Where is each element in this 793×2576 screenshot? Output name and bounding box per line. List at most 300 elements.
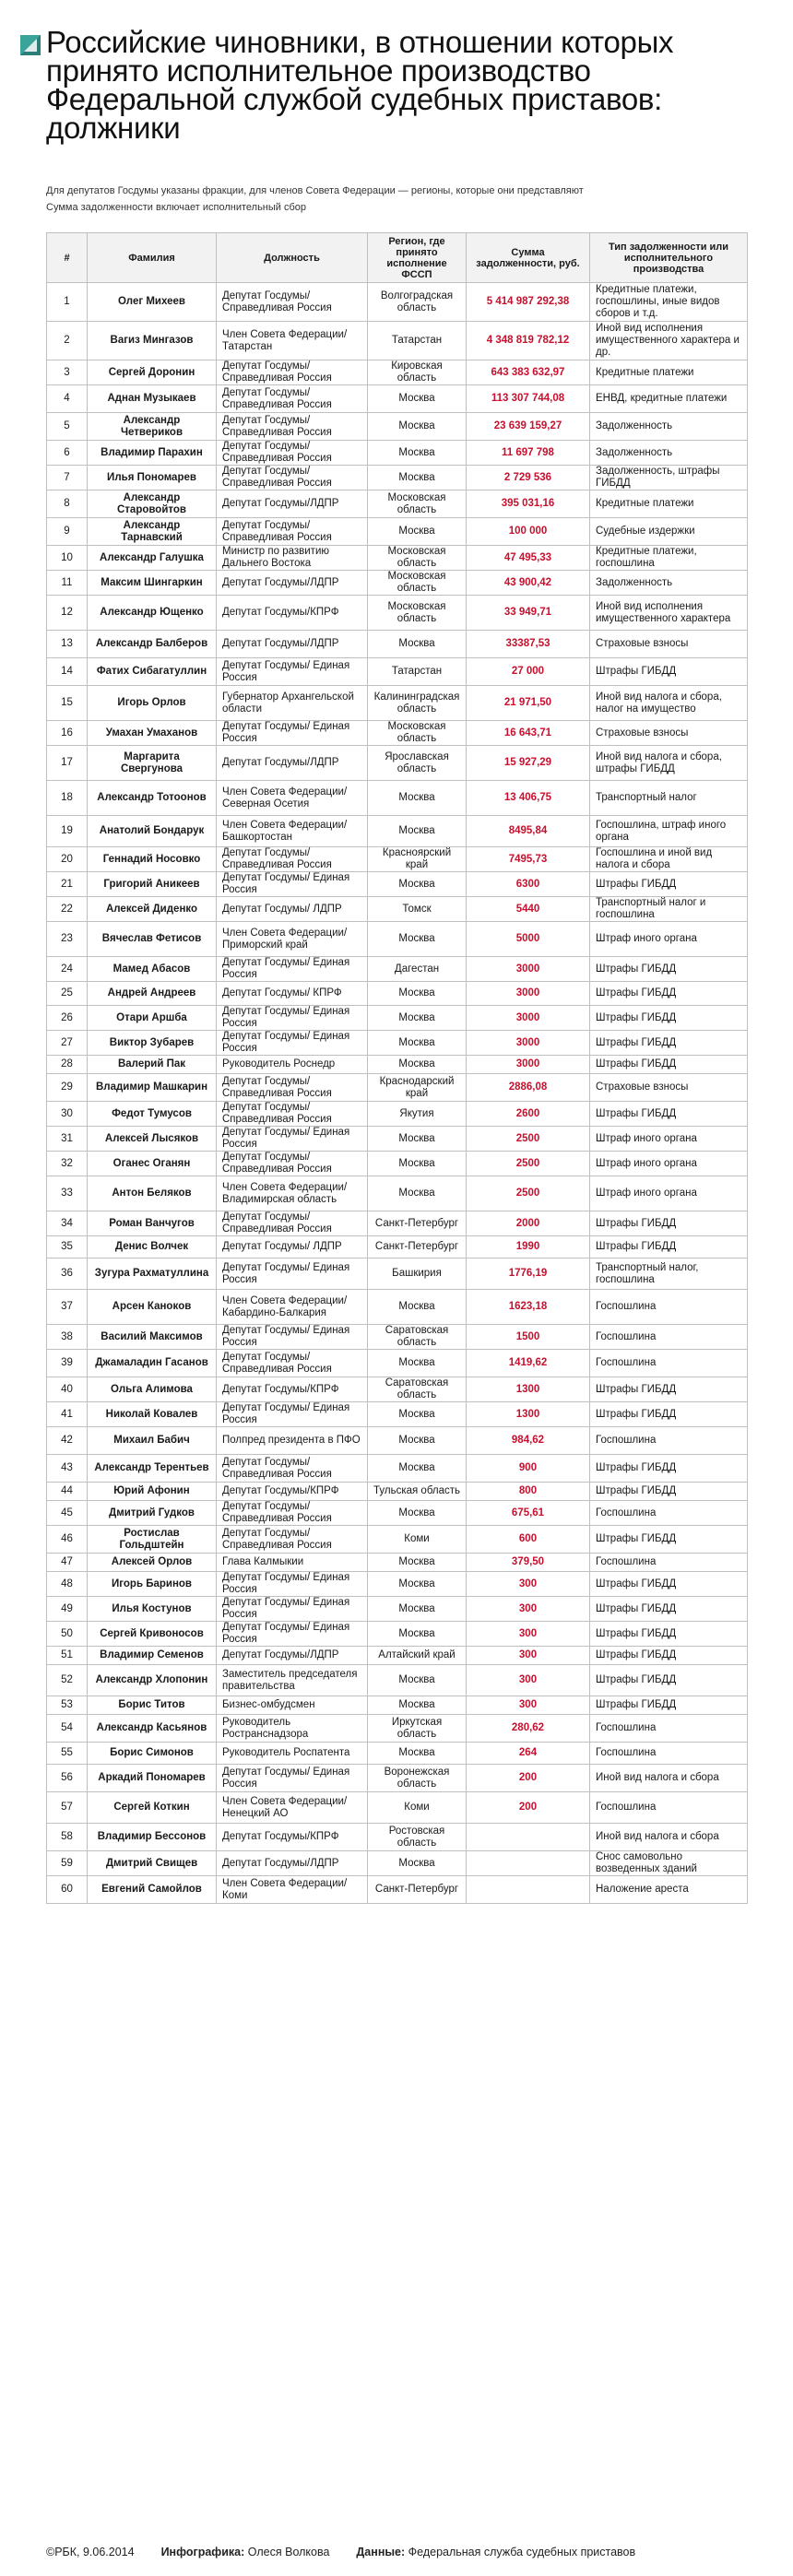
- table-row: [47, 490, 748, 518]
- row-region: Москва: [368, 982, 467, 1006]
- row-name: Валерий Пак: [88, 1056, 217, 1074]
- row-type: Кредитные платежи, госпошлины, иные видов сборов и т.д.: [590, 283, 748, 322]
- row-type: Штрафы ГИБДД: [590, 982, 748, 1006]
- table-row: [47, 1554, 748, 1572]
- row-sum: 21 971,50: [467, 686, 590, 721]
- row-type: Штрафы ГИБДД: [590, 1647, 748, 1665]
- col-header-sum: Сумма задолженности, руб.: [467, 233, 590, 283]
- row-number: 2: [47, 322, 88, 360]
- row-position: Депутат Госдумы/ Справедливая Россия: [217, 360, 368, 385]
- row-type: Госпошлина: [590, 1501, 748, 1526]
- row-position: Руководитель Роснедр: [217, 1056, 368, 1074]
- row-type: Штрафы ГИБДД: [590, 1572, 748, 1597]
- row-position: Депутат Госдумы/ Единая Россия: [217, 1258, 368, 1290]
- row-region: Московская область: [368, 596, 467, 631]
- row-sum: 1623,18: [467, 1290, 590, 1325]
- row-position: Депутат Госдумы/ЛДПР: [217, 631, 368, 658]
- data-source: Федеральная служба судебных приставов: [408, 2546, 636, 2558]
- table-row: [47, 1501, 748, 1526]
- row-region: Москва: [368, 1402, 467, 1427]
- row-sum: 1300: [467, 1402, 590, 1427]
- row-region: Москва: [368, 1127, 467, 1152]
- table-row: [47, 1258, 748, 1290]
- table-row: [47, 1876, 748, 1904]
- row-sum: 47 495,33: [467, 546, 590, 571]
- row-sum: 3000: [467, 1006, 590, 1031]
- row-type: Штрафы ГИБДД: [590, 1031, 748, 1056]
- row-sum: 2500: [467, 1176, 590, 1211]
- table-row: [47, 1647, 748, 1665]
- row-type: Штрафы ГИБДД: [590, 872, 748, 897]
- row-name: Евгений Самойлов: [88, 1876, 217, 1904]
- row-number: 56: [47, 1765, 88, 1792]
- row-name: Федот Тумусов: [88, 1102, 217, 1127]
- row-name: Анатолий Бондарук: [88, 816, 217, 847]
- row-sum: 2886,08: [467, 1074, 590, 1102]
- row-number: 18: [47, 781, 88, 816]
- row-type: Госпошлина: [590, 1715, 748, 1743]
- col-header-type: Тип задолженности или исполнительного производства: [590, 233, 748, 283]
- row-number: 52: [47, 1665, 88, 1696]
- row-type: Госпошлина: [590, 1554, 748, 1572]
- row-position: Депутат Госдумы/ЛДПР: [217, 746, 368, 781]
- row-sum: 33387,53: [467, 631, 590, 658]
- table-row: [47, 982, 748, 1006]
- row-region: Москва: [368, 466, 467, 490]
- row-type: Штрафы ГИБДД: [590, 1402, 748, 1427]
- row-sum: 13 406,75: [467, 781, 590, 816]
- row-region: Москва: [368, 1006, 467, 1031]
- row-number: 42: [47, 1427, 88, 1455]
- table-row: [47, 385, 748, 413]
- table-row: [47, 1290, 748, 1325]
- row-type: Штраф иного органа: [590, 1152, 748, 1176]
- row-type: Иной вид налога и сбора: [590, 1765, 748, 1792]
- row-number: 30: [47, 1102, 88, 1127]
- table-row: [47, 322, 748, 360]
- table-row: [47, 847, 748, 872]
- row-position: Полпред президента в ПФО: [217, 1427, 368, 1455]
- table-row: [47, 1402, 748, 1427]
- row-position: Депутат Госдумы/КПРФ: [217, 1377, 368, 1402]
- row-type: Кредитные платежи: [590, 490, 748, 518]
- row-region: Дагестан: [368, 957, 467, 982]
- row-position: Депутат Госдумы/ЛДПР: [217, 1647, 368, 1665]
- row-position: Депутат Госдумы/ Справедливая Россия: [217, 1074, 368, 1102]
- row-sum: 27 000: [467, 658, 590, 686]
- row-type: Штрафы ГИБДД: [590, 1377, 748, 1402]
- row-name: Николай Ковалев: [88, 1402, 217, 1427]
- row-name: Андрей Андреев: [88, 982, 217, 1006]
- row-region: Санкт-Петербург: [368, 1876, 467, 1904]
- row-sum: 200: [467, 1792, 590, 1824]
- row-number: 4: [47, 385, 88, 413]
- row-type: Страховые взносы: [590, 721, 748, 746]
- row-type: Госпошлина: [590, 1350, 748, 1377]
- row-region: Саратовская область: [368, 1325, 467, 1350]
- row-number: 47: [47, 1554, 88, 1572]
- row-name: Владимир Семенов: [88, 1647, 217, 1665]
- row-number: 31: [47, 1127, 88, 1152]
- row-name: Игорь Орлов: [88, 686, 217, 721]
- row-position: Депутат Госдумы/ Справедливая Россия: [217, 1350, 368, 1377]
- row-name: Геннадий Носовко: [88, 847, 217, 872]
- row-name: Борис Титов: [88, 1696, 217, 1715]
- row-position: Глава Калмыкии: [217, 1554, 368, 1572]
- row-sum: 900: [467, 1455, 590, 1483]
- row-number: 14: [47, 658, 88, 686]
- row-type: Штрафы ГИБДД: [590, 957, 748, 982]
- row-type: Штрафы ГИБДД: [590, 1665, 748, 1696]
- row-position: Министр по развитию Дальнего Востока: [217, 546, 368, 571]
- row-sum: 1990: [467, 1236, 590, 1258]
- row-sum: 113 307 744,08: [467, 385, 590, 413]
- row-number: 50: [47, 1622, 88, 1647]
- row-name: Ростислав Гольдштейн: [88, 1526, 217, 1554]
- row-sum: 300: [467, 1572, 590, 1597]
- row-position: Депутат Госдумы/ Единая Россия: [217, 721, 368, 746]
- row-name: Аднан Музыкаев: [88, 385, 217, 413]
- row-region: Москва: [368, 1056, 467, 1074]
- row-position: Депутат Госдумы/ЛДПР: [217, 571, 368, 596]
- row-sum: 5440: [467, 897, 590, 922]
- table-row: [47, 1176, 748, 1211]
- row-number: 53: [47, 1696, 88, 1715]
- row-name: Владимир Бессонов: [88, 1824, 217, 1851]
- row-sum: 5000: [467, 922, 590, 957]
- row-number: 34: [47, 1211, 88, 1236]
- row-name: Михаил Бабич: [88, 1427, 217, 1455]
- row-position: Депутат Госдумы/ Единая Россия: [217, 1597, 368, 1622]
- row-region: Москва: [368, 1350, 467, 1377]
- row-name: Роман Ванчугов: [88, 1211, 217, 1236]
- table-row: [47, 781, 748, 816]
- row-name: Максим Шингаркин: [88, 571, 217, 596]
- row-type: Транспортный налог: [590, 781, 748, 816]
- row-name: Алексей Диденко: [88, 897, 217, 922]
- row-type: Иной вид налога и сбора: [590, 1824, 748, 1851]
- infographics-author: Олеся Волкова: [247, 2546, 330, 2558]
- row-type: Кредитные платежи, госпошлина: [590, 546, 748, 571]
- row-sum: 7495,73: [467, 847, 590, 872]
- row-name: Илья Пономарев: [88, 466, 217, 490]
- row-number: 3: [47, 360, 88, 385]
- row-region: Московская область: [368, 490, 467, 518]
- row-number: 39: [47, 1350, 88, 1377]
- row-name: Джамаладин Гасанов: [88, 1350, 217, 1377]
- infographics-label: Инфографика:: [160, 2546, 245, 2558]
- row-sum: 4 348 819 782,12: [467, 322, 590, 360]
- row-region: Московская область: [368, 571, 467, 596]
- table-row: [47, 1074, 748, 1102]
- row-region: Москва: [368, 1427, 467, 1455]
- row-sum: 1300: [467, 1377, 590, 1402]
- row-number: 33: [47, 1176, 88, 1211]
- row-name: Дмитрий Свищев: [88, 1851, 217, 1876]
- row-sum: 300: [467, 1597, 590, 1622]
- table-row: [47, 1127, 748, 1152]
- row-name: Вагиз Мингазов: [88, 322, 217, 360]
- table-row: [47, 746, 748, 781]
- row-number: 43: [47, 1455, 88, 1483]
- row-region: Москва: [368, 781, 467, 816]
- table-row: [47, 1056, 748, 1074]
- row-position: Депутат Госдумы/ Справедливая Россия: [217, 1102, 368, 1127]
- row-name: Игорь Баринов: [88, 1572, 217, 1597]
- row-type: Транспортный налог и госпошлина: [590, 897, 748, 922]
- note-sum: Сумма задолженности включает исполнительный сбор: [46, 202, 307, 213]
- row-position: Депутат Госдумы/ Справедливая Россия: [217, 1501, 368, 1526]
- row-sum: 3000: [467, 957, 590, 982]
- row-sum: 300: [467, 1647, 590, 1665]
- page-title: Российские чиновники, в отношении которых принято исполнительное производство Федеральной службой судебных приставов: должники: [46, 25, 674, 145]
- row-position: Член Совета Федерации/Кабардино-Балкария: [217, 1290, 368, 1325]
- row-type: Задолженность: [590, 413, 748, 441]
- table-row: [47, 1526, 748, 1554]
- row-type: Штрафы ГИБДД: [590, 1483, 748, 1501]
- row-position: Депутат Госдумы/ Справедливая Россия: [217, 441, 368, 466]
- row-sum: 100 000: [467, 518, 590, 546]
- row-number: 8: [47, 490, 88, 518]
- row-name: Антон Беляков: [88, 1176, 217, 1211]
- row-sum: 1776,19: [467, 1258, 590, 1290]
- row-type: Страховые взносы: [590, 631, 748, 658]
- row-region: Санкт-Петербург: [368, 1211, 467, 1236]
- row-position: Депутат Госдумы/ Справедливая Россия: [217, 1211, 368, 1236]
- table-row: [47, 816, 748, 847]
- row-position: Депутат Госдумы/ Единая Россия: [217, 1765, 368, 1792]
- row-sum: 11 697 798: [467, 441, 590, 466]
- row-sum: 2500: [467, 1127, 590, 1152]
- row-name: Отари Аршба: [88, 1006, 217, 1031]
- row-sum: 1419,62: [467, 1350, 590, 1377]
- row-sum: 3000: [467, 1056, 590, 1074]
- row-name: Александр Балберов: [88, 631, 217, 658]
- table-row: [47, 546, 748, 571]
- row-region: Москва: [368, 1622, 467, 1647]
- row-type: ЕНВД, кредитные платежи: [590, 385, 748, 413]
- row-position: Губернатор Архангельской области: [217, 686, 368, 721]
- table-row: [47, 957, 748, 982]
- row-type: Штрафы ГИБДД: [590, 1006, 748, 1031]
- table-row: [47, 1236, 748, 1258]
- row-name: Григорий Аникеев: [88, 872, 217, 897]
- row-position: Член Совета Федерации/Татарстан: [217, 322, 368, 360]
- row-number: 17: [47, 746, 88, 781]
- table-row: [47, 686, 748, 721]
- row-type: Наложение ареста: [590, 1876, 748, 1904]
- row-type: Штрафы ГИБДД: [590, 1526, 748, 1554]
- row-name: Александр Ющенко: [88, 596, 217, 631]
- row-sum: [467, 1876, 590, 1904]
- table-row: [47, 441, 748, 466]
- col-header-region: Регион, где принято исполнение ФССП: [368, 233, 467, 283]
- row-name: Александр Хлопонин: [88, 1665, 217, 1696]
- row-sum: 8495,84: [467, 816, 590, 847]
- row-number: 57: [47, 1792, 88, 1824]
- row-number: 54: [47, 1715, 88, 1743]
- row-type: Штрафы ГИБДД: [590, 1102, 748, 1127]
- row-position: Руководитель Ространснадзора: [217, 1715, 368, 1743]
- row-position: Депутат Госдумы/ Единая Россия: [217, 1325, 368, 1350]
- row-number: 12: [47, 596, 88, 631]
- table-row: [47, 1325, 748, 1350]
- row-position: Член Совета Федерации/Коми: [217, 1876, 368, 1904]
- row-position: Депутат Госдумы/ Справедливая Россия: [217, 1455, 368, 1483]
- table-row: [47, 1572, 748, 1597]
- row-name: Борис Симонов: [88, 1743, 217, 1765]
- table-row: [47, 1031, 748, 1056]
- table-row: [47, 922, 748, 957]
- row-position: Депутат Госдумы/ЛДПР: [217, 1851, 368, 1876]
- row-name: Сергей Коткин: [88, 1792, 217, 1824]
- row-name: Зугура Рахматуллина: [88, 1258, 217, 1290]
- row-number: 25: [47, 982, 88, 1006]
- row-position: Депутат Госдумы/ Справедливая Россия: [217, 283, 368, 322]
- table-row: [47, 721, 748, 746]
- table-body: [47, 283, 748, 1904]
- row-position: Депутат Госдумы/ Справедливая Россия: [217, 385, 368, 413]
- row-type: Кредитные платежи: [590, 360, 748, 385]
- row-sum: 300: [467, 1665, 590, 1696]
- row-type: Штрафы ГИБДД: [590, 1597, 748, 1622]
- row-sum: 2500: [467, 1152, 590, 1176]
- row-position: Заместитель председателя правительства: [217, 1665, 368, 1696]
- row-region: Москва: [368, 413, 467, 441]
- row-name: Александр Касьянов: [88, 1715, 217, 1743]
- row-position: Депутат Госдумы/ Справедливая Россия: [217, 518, 368, 546]
- row-number: 21: [47, 872, 88, 897]
- row-name: Владимир Парахин: [88, 441, 217, 466]
- row-region: Башкирия: [368, 1258, 467, 1290]
- row-number: 7: [47, 466, 88, 490]
- row-position: Депутат Госдумы/ Справедливая Россия: [217, 1152, 368, 1176]
- row-number: 20: [47, 847, 88, 872]
- row-type: Транспортный налог, госпошлина: [590, 1258, 748, 1290]
- rbc-logo-icon: [20, 35, 41, 55]
- row-type: Иной вид налога и сбора, налог на имущество: [590, 686, 748, 721]
- row-region: Москва: [368, 1696, 467, 1715]
- row-region: Краснодарский край: [368, 1074, 467, 1102]
- row-sum: 280,62: [467, 1715, 590, 1743]
- row-sum: 1500: [467, 1325, 590, 1350]
- row-position: Член Совета Федерации/ Владимирская область: [217, 1176, 368, 1211]
- row-region: Томск: [368, 897, 467, 922]
- table-row: [47, 1152, 748, 1176]
- row-sum: [467, 1824, 590, 1851]
- row-number: 23: [47, 922, 88, 957]
- row-sum: 800: [467, 1483, 590, 1501]
- row-number: 40: [47, 1377, 88, 1402]
- row-number: 9: [47, 518, 88, 546]
- row-sum: 2000: [467, 1211, 590, 1236]
- row-name: Сергей Кривоносов: [88, 1622, 217, 1647]
- row-region: Коми: [368, 1792, 467, 1824]
- row-region: Московская область: [368, 546, 467, 571]
- row-region: Москва: [368, 922, 467, 957]
- row-position: Член Совета Федерации/ Башкортостан: [217, 816, 368, 847]
- row-position: Депутат Госдумы/ Единая Россия: [217, 1622, 368, 1647]
- row-position: Депутат Госдумы/КПРФ: [217, 1824, 368, 1851]
- row-position: Бизнес-омбудсмен: [217, 1696, 368, 1715]
- row-sum: 2 729 536: [467, 466, 590, 490]
- row-type: Штрафы ГИБДД: [590, 1622, 748, 1647]
- row-region: Татарстан: [368, 658, 467, 686]
- row-type: Штрафы ГИБДД: [590, 1211, 748, 1236]
- row-type: Госпошлина, штраф иного органа: [590, 816, 748, 847]
- row-position: Депутат Госдумы/КПРФ: [217, 1483, 368, 1501]
- note-factions: Для депутатов Госдумы указаны фракции, для членов Совета Федерации — регионы, которые они представляют: [46, 185, 584, 196]
- row-position: Депутат Госдумы/ Единая Россия: [217, 1402, 368, 1427]
- row-position: Депутат Госдумы/ КПРФ: [217, 982, 368, 1006]
- row-sum: 3000: [467, 982, 590, 1006]
- row-name: Оганес Оганян: [88, 1152, 217, 1176]
- row-type: Госпошлина: [590, 1325, 748, 1350]
- row-name: Сергей Доронин: [88, 360, 217, 385]
- row-number: 44: [47, 1483, 88, 1501]
- row-position: Член Совета Федерации/Ненецкий АО: [217, 1792, 368, 1824]
- table-row: [47, 1792, 748, 1824]
- row-name: Александр Тотоонов: [88, 781, 217, 816]
- row-name: Александр Терентьев: [88, 1455, 217, 1483]
- row-name: Василий Максимов: [88, 1325, 217, 1350]
- row-sum: 43 900,42: [467, 571, 590, 596]
- row-name: Фатих Сибагатуллин: [88, 658, 217, 686]
- row-name: Илья Костунов: [88, 1597, 217, 1622]
- row-sum: [467, 1851, 590, 1876]
- row-region: Москва: [368, 1851, 467, 1876]
- row-type: Иной вид исполнения имущественного характера: [590, 596, 748, 631]
- row-type: Задолженность, штрафы ГИБДД: [590, 466, 748, 490]
- row-name: Александр Галушка: [88, 546, 217, 571]
- row-name: Ольга Алимова: [88, 1377, 217, 1402]
- row-sum: 300: [467, 1622, 590, 1647]
- table-row: [47, 466, 748, 490]
- row-name: Олег Михеев: [88, 283, 217, 322]
- row-name: Александр Старовойтов: [88, 490, 217, 518]
- table-row: [47, 1455, 748, 1483]
- row-sum: 15 927,29: [467, 746, 590, 781]
- table-row: [47, 872, 748, 897]
- table-row: [47, 1350, 748, 1377]
- row-number: 41: [47, 1402, 88, 1427]
- row-sum: 643 383 632,97: [467, 360, 590, 385]
- row-number: 38: [47, 1325, 88, 1350]
- row-region: Москва: [368, 631, 467, 658]
- row-type: Штрафы ГИБДД: [590, 1455, 748, 1483]
- row-region: Алтайский край: [368, 1647, 467, 1665]
- row-region: Москва: [368, 1176, 467, 1211]
- row-region: Москва: [368, 1554, 467, 1572]
- col-header-number: #: [47, 233, 88, 283]
- row-region: Калининградская область: [368, 686, 467, 721]
- row-sum: 2600: [467, 1102, 590, 1127]
- row-type: Штрафы ГИБДД: [590, 1056, 748, 1074]
- row-position: Депутат Госдумы/ ЛДПР: [217, 1236, 368, 1258]
- table-row: [47, 1211, 748, 1236]
- row-name: Владимир Машкарин: [88, 1074, 217, 1102]
- row-position: Руководитель Роспатента: [217, 1743, 368, 1765]
- row-number: 24: [47, 957, 88, 982]
- row-position: Депутат Госдумы/ Единая Россия: [217, 1006, 368, 1031]
- row-number: 29: [47, 1074, 88, 1102]
- row-position: Член Совета Федерации/Северная Осетия: [217, 781, 368, 816]
- row-type: Штраф иного органа: [590, 922, 748, 957]
- row-name: Аркадий Пономарев: [88, 1765, 217, 1792]
- row-name: Денис Волчек: [88, 1236, 217, 1258]
- row-type: Задолженность: [590, 441, 748, 466]
- row-type: Страховые взносы: [590, 1074, 748, 1102]
